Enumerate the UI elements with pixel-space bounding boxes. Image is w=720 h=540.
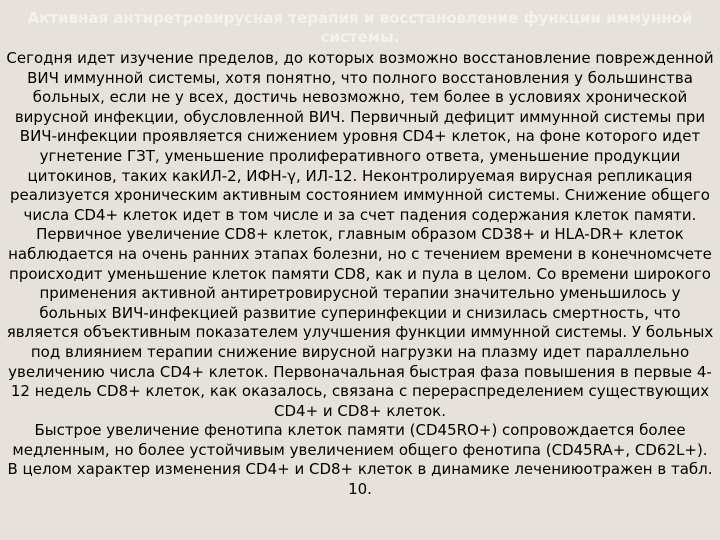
body-paragraph-2: Быстрое увеличение фенотипа клеток памяти (CD45RO+) сопровождается более медленным, но более устойчивым увеличением общего фенотипа (CD45RA+, CD62L+). В целом характер изменения CD4+ и CD8+ клеток в динамике лечениюотражен в табл. 10. — [7, 421, 713, 499]
slide-title: Активная антиретровирусная терапия и восстановление функции иммунной системы. — [27, 9, 693, 46]
slide-body — [6, 49, 714, 500]
body-paragraph-1: Сегодня идет изучение пределов, до которых возможно восстановление поврежденной ВИЧ иммунной системы, хотя понятно, что полного восстановления у большинства больных, если не у всех, достичь невозможно, тем более в условиях хронической вирусной инфекции, обусловленной ВИЧ. Первичный дефицит иммунной системы при ВИЧ-инфекции проявляется снижением уровня CD4+ клеток, на фоне которого идет угнетение ГЗТ, уменьшение пролиферативного ответа, уменьшение продукции цитокинов, таких какИЛ-2, ИФН-γ, ИЛ-12. Неконтролируемая вирусная репликация реализуется хроническим активным состоянием иммунной системы. Снижение общего числа CD4+ клеток идет в том числе и за счет падения содержания клеток памяти. Первичное увеличение CD8+ клеток, главным образом CD38+ и HLA-DR+ клеток наблюдается на очень ранних этапах болезни, но с течением времени в конечномсчете происходит уменьшение клеток памяти CD8, как и пула в целом. Со времени широкого применения активной антиретровирусной терапии значительно уменьшилось у больных ВИЧ-инфекцией развитие суперинфекции и снизилась смертность, что является объективным показателем улучшения функции иммунной системы. У больных под влиянием терапии снижение вирусной нагрузки на плазму идет параллельно увеличению числа CD4+ клеток. Первоначальная быстрая фаза повышения в первые 4-12 недель CD8+ клеток, как оказалось, связана с перераспределением существующих CD4+ и CD8+ клеток. — [6, 49, 714, 420]
